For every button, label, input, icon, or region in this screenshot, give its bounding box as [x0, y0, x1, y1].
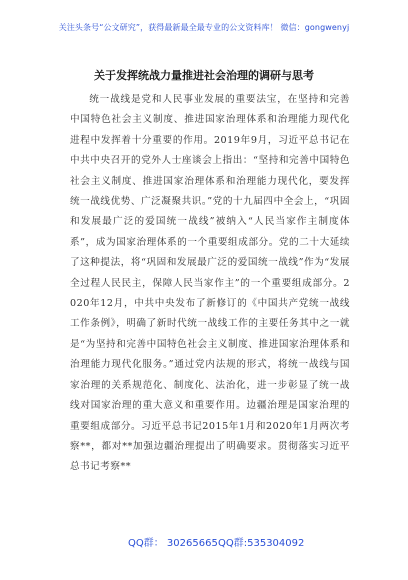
document-title: 关于发挥统战力量推进社会治理的调研与思考	[94, 69, 314, 82]
promo-banner: 关注头条号“公文研究”，获得最新最全最专业的公文资料库！ 微信：gongwenyj	[58, 23, 350, 32]
footer	[0, 534, 408, 554]
qq-group-left: QQ群： 30265665	[128, 538, 218, 549]
qq-group-right: QQ群:535304092	[218, 538, 305, 549]
document-paragraph: 统一战线是党和人民事业发展的重要法宝，在坚持和完善中国特色社会主义制度、推进国家治理体系和治理能力现代化进程中发挥着十分重要的作用。2019年9月，习近平总书记在中共中央召开的党外人士座谈会上指出：“坚持和完善中国特色社会主义制度、推进国家治理体系和治理能力现代化，要发挥统一战线优势、广泛凝聚共识。”党的十九届四中全会上，“巩固和发展最广泛的爱国统一战线”被纳入“人民当家作主制度体系”，成为国家治理体系的一个重要组成部分。党的二十大延续了这种提法，将“巩固和发展最广泛的爱国统一战线”作为“发展全过程人民民主，保障人民当家作主”的一个重要组成部分。2020年12月，中共中央发布了新修订的《中国共产党统一战线工作条例》，明确了新时代统一战线工作的主要任务其中之一就是“为坚持和完善中国特色社会主义制度、推进国家治理体系和治理能力现代化服务。”通过党内法规的形式，将统一战线与国家治理的关系规范化、制度化、法治化，进一步彰显了统一战线对国家治理的重大意义和重要作用。边疆治理是国家治理的重要组成部分。习近平总书记2015年1月和2020年1月两次考察**，都对**加强边疆治理提出了明确要求。贯彻落实习近平总书记考察**	[70, 94, 350, 473]
